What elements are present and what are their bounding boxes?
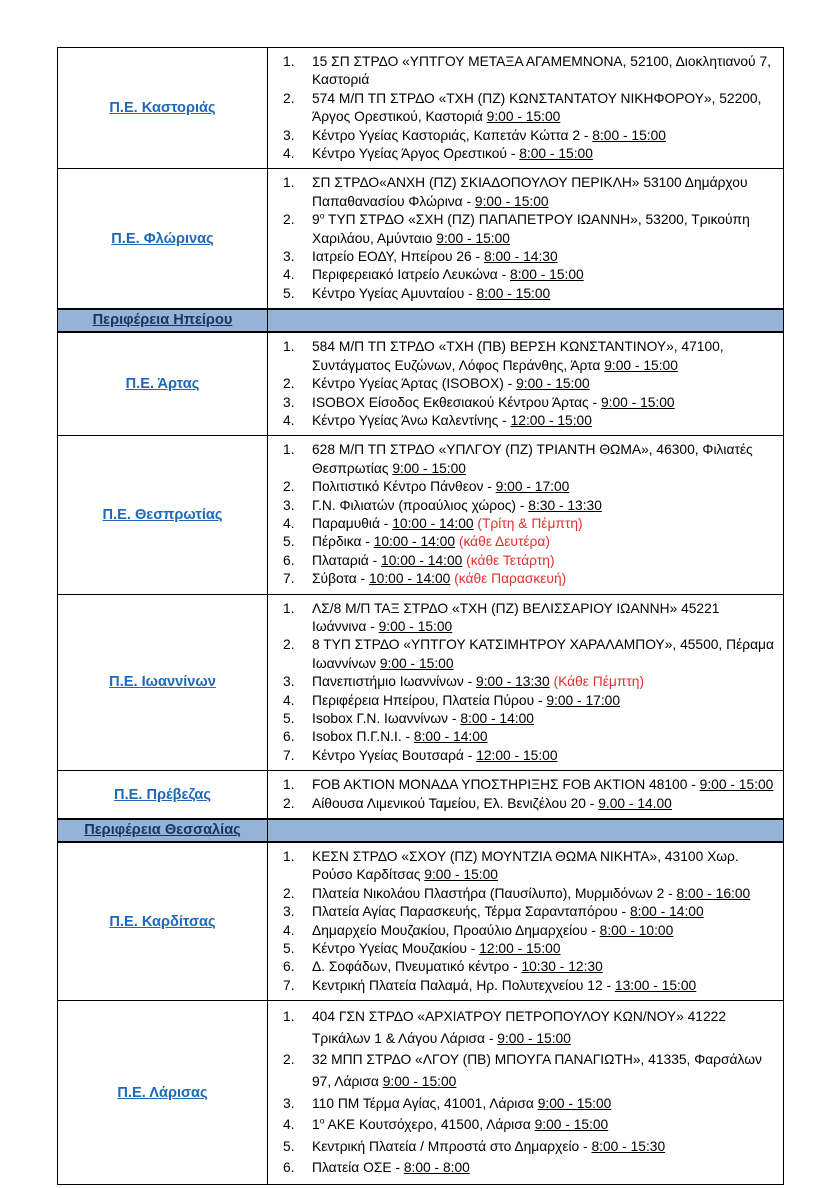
section-header-empty-cell [268,819,784,842]
region-cell [58,594,268,771]
location-item [269,375,776,393]
locations-cell [268,48,784,169]
region-link[interactable]: Π.Ε. Λάρισας [117,1084,208,1101]
location-text: 584 Μ/Π ΤΠ ΣΤΡΔΟ «ΤΧΗ (ΠΒ) ΒΕΡΣΗ ΚΩΝΣΤΑΝΤΙΝΟΥ», 47100, Συντάγματος Ευζώνων, Λόφος Περάνθης, Άρτα [312,339,724,373]
location-item [269,795,776,813]
region-row [58,842,784,1001]
opening-hours: 8:00 - 8:00 [403,1160,470,1176]
location-item [269,958,776,976]
opening-hours: 8:00 - 14:00 [460,711,534,726]
location-item [269,211,776,248]
opening-hours: 9:00 - 15:00 [699,777,774,793]
region-row [58,1001,784,1185]
opening-hours: 12:00 - 15:00 [476,747,558,763]
location-text: Isobox Π.Γ.Ν.Ι. - [312,729,414,745]
region-row [58,169,784,309]
location-item [269,747,776,765]
location-text: ΤΥΠ ΣΤΡΔΟ «ΣΧΗ (ΠΖ) ΠΑΠΑΠΕΤΡΟΥ ΙΩΑΝΝΗ», 53200, Τρικούπη Χαριλάου, Αμύνταιο [312,212,750,246]
locations-cell [268,332,784,436]
opening-hours: 12:00 - 15:00 [479,941,561,957]
location-text: Αίθουσα Λιμενικού Ταμείου, Ελ. Βενιζέλου 20 - [312,795,599,811]
location-text: Δημαρχείο Μουζακίου, Προαύλιο Δημαρχείου - [312,922,600,938]
location-text: 1 [312,1117,320,1133]
opening-hours: 10:00 - 14:00 [392,515,474,531]
region-link[interactable]: Π.Ε. Καρδίτσας [109,913,216,930]
location-item [269,515,776,533]
section-header-row [58,309,784,332]
location-item [269,848,776,885]
location-text: 574 Μ/Π ΤΠ ΣΤΡΔΟ «ΤΧΗ (ΠΖ) ΚΩΝΣΤΑΝΤΑΤΟΥ ΝΙΚΗΦΟΡΟΥ», 52200, Άργος Ορεστικού, Καστοριά [312,90,762,125]
section-header-label: Περιφέρεια Θεσσαλίας [84,822,241,839]
region-link[interactable]: Π.Ε. Καστοριάς [109,100,216,117]
location-item [269,497,776,515]
location-item [269,127,776,145]
location-text: 110 ΠΜ Τέρμα Αγίας, 41001, Λάρισα [312,1095,538,1111]
opening-hours: 8:00 - 15:00 [510,267,584,283]
region-row [58,48,784,169]
location-text: Γ.Ν. Φιλιατών (προαύλιος χώρος) - [312,497,529,513]
location-text: Παραμυθιά - [312,515,393,531]
location-text: Κεντρική Πλατεία / Μπροστά στο Δημαρχείο - [312,1138,592,1154]
location-text: 8 ΤΥΠ ΣΤΡΔΟ «ΥΠΤΓΟΥ ΚΑΤΣΙΜΗΤΡΟΥ ΧΑΡΑΛΑΜΠΟΥ», 45500, Πέραμα Ιωαννίνων [312,637,774,671]
opening-hours: 8:00 - 16:00 [676,885,751,901]
location-item [269,776,776,794]
location-list [269,49,782,167]
location-text: Δ. Σοφάδων, Πνευματικό κέντρο - [312,959,522,975]
section-header-label: Περιφέρεια Ηπείρου [92,312,233,329]
location-list [269,170,782,307]
location-item [269,977,776,995]
region-row [58,771,784,819]
location-item [269,1136,776,1158]
day-note: (κάθε Παρασκευή) [450,571,567,587]
location-item [269,710,776,728]
location-item [269,903,776,921]
opening-hours: 8:00 - 15:00 [592,127,666,143]
location-list [269,596,782,770]
region-row [58,436,784,594]
location-item [269,338,776,375]
opening-hours: 9:00 - 15:00 [497,1030,571,1046]
location-item [269,412,776,430]
location-text: Ιατρείο ΕΟΔΥ, Ηπείρου 26 - [312,249,484,265]
opening-hours: 9:00 - 17:00 [495,479,570,495]
location-item [269,673,776,691]
opening-hours: 8:00 - 14:00 [413,729,488,745]
section-header-empty-cell [268,309,784,332]
location-text: Κέντρο Υγείας Άνω Καλεντίνης - [312,412,511,428]
location-text: Κέντρο Υγείας Μουζακίου - [312,941,480,957]
opening-hours: 9.00 - 14.00 [598,795,672,811]
opening-hours: 8:00 - 14:00 [629,904,704,920]
location-text: ΛΣ/8 Μ/Π ΤΑΞ ΣΤΡΔΟ «ΤΧΗ (ΠΖ) ΒΕΛΙΣΣΑΡΙΟΥ ΙΩΑΝΝΗ» 45221 Ιωάννινα - [312,600,720,634]
region-row [58,332,784,436]
region-cell [58,436,268,594]
location-item [269,441,776,478]
location-text: ΣΠ ΣΤΡΔΟ«ΑΝΧΗ (ΠΖ) ΣΚΙΑΔΟΠΟΥΛΟΥ ΠΕΡΙΚΛΗ» 53100 Δημάρχου Παπαθανασίου Φλώρινα - [312,175,748,209]
opening-hours: 9:00 - 15:00 [379,655,454,671]
opening-hours: 13:00 - 15:00 [614,977,697,993]
location-item [269,53,776,90]
location-item [269,1006,776,1049]
region-cell [58,48,268,169]
region-cell [58,842,268,1001]
location-text: Πολιτιστικό Κέντρο Πάνθεον - [312,479,496,495]
day-note: (Κάθε Πέμπτη) [549,674,645,690]
location-text: 9 [312,212,320,228]
location-text: ΑΚΕ Κουτσόχερο, 41500, Λάρισα [324,1117,535,1133]
opening-hours: 9:00 - 15:00 [604,357,678,373]
location-item [269,636,776,673]
location-item [269,248,776,266]
table-body [58,48,784,1185]
location-text: 628 Μ/Π ΤΠ ΣΤΡΔΟ «ΥΠΛΓΟΥ (ΠΖ) ΤΡΙΑΝΤΗ ΘΩΜΑ», 46300, Φιλιατές Θεσπρωτίας [312,442,753,476]
location-text: Κέντρο Υγείας Καστοριάς, Καπετάν Κώττα 2 - [312,127,593,143]
opening-hours: 9:00 - 15:00 [534,1117,609,1133]
location-text: Κέντρο Υγείας Αμυνταίου - [312,285,477,301]
location-item [269,533,776,551]
location-item [269,90,776,127]
opening-hours: 9:00 - 15:00 [436,230,510,246]
opening-hours: 8:00 - 15:00 [476,285,551,301]
location-text: Πλαταριά - [312,552,382,568]
opening-hours: 9:00 - 15:00 [537,1095,612,1111]
opening-hours: 8:00 - 15:00 [519,146,593,162]
location-item [269,922,776,940]
locations-cell [268,594,784,771]
location-text: Σύβοτα - [312,571,369,587]
region-link[interactable]: Π.Ε. Φλώρινας [111,230,214,247]
location-list [269,1002,782,1183]
section-header-row [58,819,784,842]
opening-hours: 9:00 - 15:00 [378,618,453,634]
location-text: 15 ΣΠ ΣΤΡΔΟ «ΥΠΤΓΟΥ ΜΕΤΑΞΑ ΑΓΑΜΕΜΝΟΝΑ, 52100, Διοκλητιανού 7, Καστοριά [312,54,771,88]
location-text: Πλατεία Αγίας Παρασκευής, Τέρμα Σαρανταπόρου - [312,904,630,920]
location-item [269,1093,776,1115]
location-text: Κεντρική Πλατεία Παλαμά, Ηρ. Πολυτεχνείου 12 - [312,977,615,993]
opening-hours: 8:00 - 14:30 [483,249,558,265]
location-list [269,437,782,592]
opening-hours: 9:00 - 15:00 [382,1074,457,1090]
location-item [269,174,776,211]
location-item [269,285,776,303]
location-item [269,145,776,163]
location-text: ΚΕΣΝ ΣΤΡΔΟ «ΣΧΟΥ (ΠΖ) ΜΟΥΝΤΖΙΑ ΘΩΜΑ ΝΙΚΗΤΑ», 43100 Χωρ. Ρούσο Καρδίτσας [312,849,739,883]
locations-cell [268,842,784,1001]
opening-hours: 9:00 - 13:30 [476,674,550,690]
location-item [269,728,776,746]
location-text: Πέρδικα - [312,534,374,550]
region-link[interactable]: Π.Ε. Θεσπρωτίας [102,506,223,523]
region-cell [58,332,268,436]
testing-sites-table [57,47,784,1185]
region-cell [58,771,268,819]
day-note: (Τρίτη & Πέμπτη) [473,515,583,531]
location-item [269,885,776,903]
location-text: Κέντρο Υγείας Βουτσαρά - [312,747,477,763]
locations-cell [268,1001,784,1185]
opening-hours: 8:00 - 15:30 [591,1138,666,1154]
locations-cell [268,436,784,594]
region-cell [58,1001,268,1185]
section-header-cell [58,309,268,332]
location-text: Κέντρο Υγείας Άρτας (ISOBOX) - [312,376,517,392]
region-cell [58,169,268,309]
location-item [269,552,776,570]
opening-hours: 8:30 - 13:30 [528,497,602,513]
location-item [269,570,776,588]
location-text: Περιφερειακό Ιατρείο Λευκώνα - [312,267,511,283]
location-text: Περιφέρεια Ηπείρου, Πλατεία Πύρου - [312,692,547,708]
location-text: Πλατεία ΟΣΕ - [312,1160,404,1176]
opening-hours: 9:00 - 15:00 [424,867,498,883]
location-text: 404 ΓΣΝ ΣΤΡΔΟ «ΑΡΧΙΑΤΡΟΥ ΠΕΤΡΟΠΟΥΛΟΥ ΚΩΝ/ΝΟΥ» 41222 Τρικάλων 1 & Λάγου Λάρισα - [312,1009,726,1046]
opening-hours: 9:00 - 15:00 [474,193,549,209]
opening-hours: 12:00 - 15:00 [510,412,592,428]
location-text: FOB AKTION ΜΟΝΑΔΑ ΥΠΟΣΤΗΡΙΞΗΣ FOB AKTION 48100 - [312,777,700,793]
location-item [269,1157,776,1179]
location-item [269,1114,776,1136]
opening-hours: 9:00 - 15:00 [392,460,466,476]
ordinal-superscript: ο [319,210,325,221]
day-note: (κάθε Δευτέρα) [455,534,550,550]
location-text: Isobox Γ.Ν. Ιωαννίνων - [312,711,461,726]
opening-hours: 9:00 - 15:00 [600,394,675,410]
opening-hours: 10:30 - 12:30 [521,959,603,975]
region-link[interactable]: Π.Ε. Ιωαννίνων [109,674,216,691]
region-link[interactable]: Π.Ε. Άρτας [125,376,200,393]
locations-cell [268,771,784,819]
region-link[interactable]: Π.Ε. Πρέβεζας [114,786,211,803]
location-text: ISOBOX Είσοδος Εκθεσιακού Κέντρου Άρτας - [312,394,601,410]
location-item [269,394,776,412]
location-item [269,1049,776,1092]
location-item [269,266,776,284]
location-list [269,334,782,434]
section-header-cell [58,819,268,842]
ordinal-superscript: ο [319,1115,325,1126]
location-item [269,478,776,496]
location-item [269,600,776,637]
day-note: (κάθε Τετάρτη) [462,552,555,568]
opening-hours: 9:00 - 15:00 [516,376,590,392]
location-text: Κέντρο Υγείας Άργος Ορεστικού - [312,146,520,162]
opening-hours: 9:00 - 15:00 [486,109,561,125]
opening-hours: 8:00 - 10:00 [599,922,674,938]
location-text: Πανεπιστήμιο Ιωαννίνων - [312,674,477,690]
opening-hours: 10:00 - 14:00 [368,571,451,587]
opening-hours: 10:00 - 14:00 [373,534,456,550]
opening-hours: 9:00 - 17:00 [546,692,621,708]
locations-cell [268,169,784,309]
location-item [269,692,776,710]
location-text: 32 ΜΠΠ ΣΤΡΔΟ «ΛΓΟΥ (ΠΒ) ΜΠΟΥΓΑ ΠΑΝΑΓΙΩΤΗ», 41335, Φαρσάλων 97, Λάρισα [312,1052,762,1090]
location-list [269,844,782,999]
opening-hours: 10:00 - 14:00 [381,552,463,568]
location-item [269,940,776,958]
location-list [269,772,782,817]
location-text: Πλατεία Νικολάου Πλαστήρα (Παυσίλυπο), Μυρμιδόνων 2 - [312,885,677,901]
region-row [58,594,784,771]
